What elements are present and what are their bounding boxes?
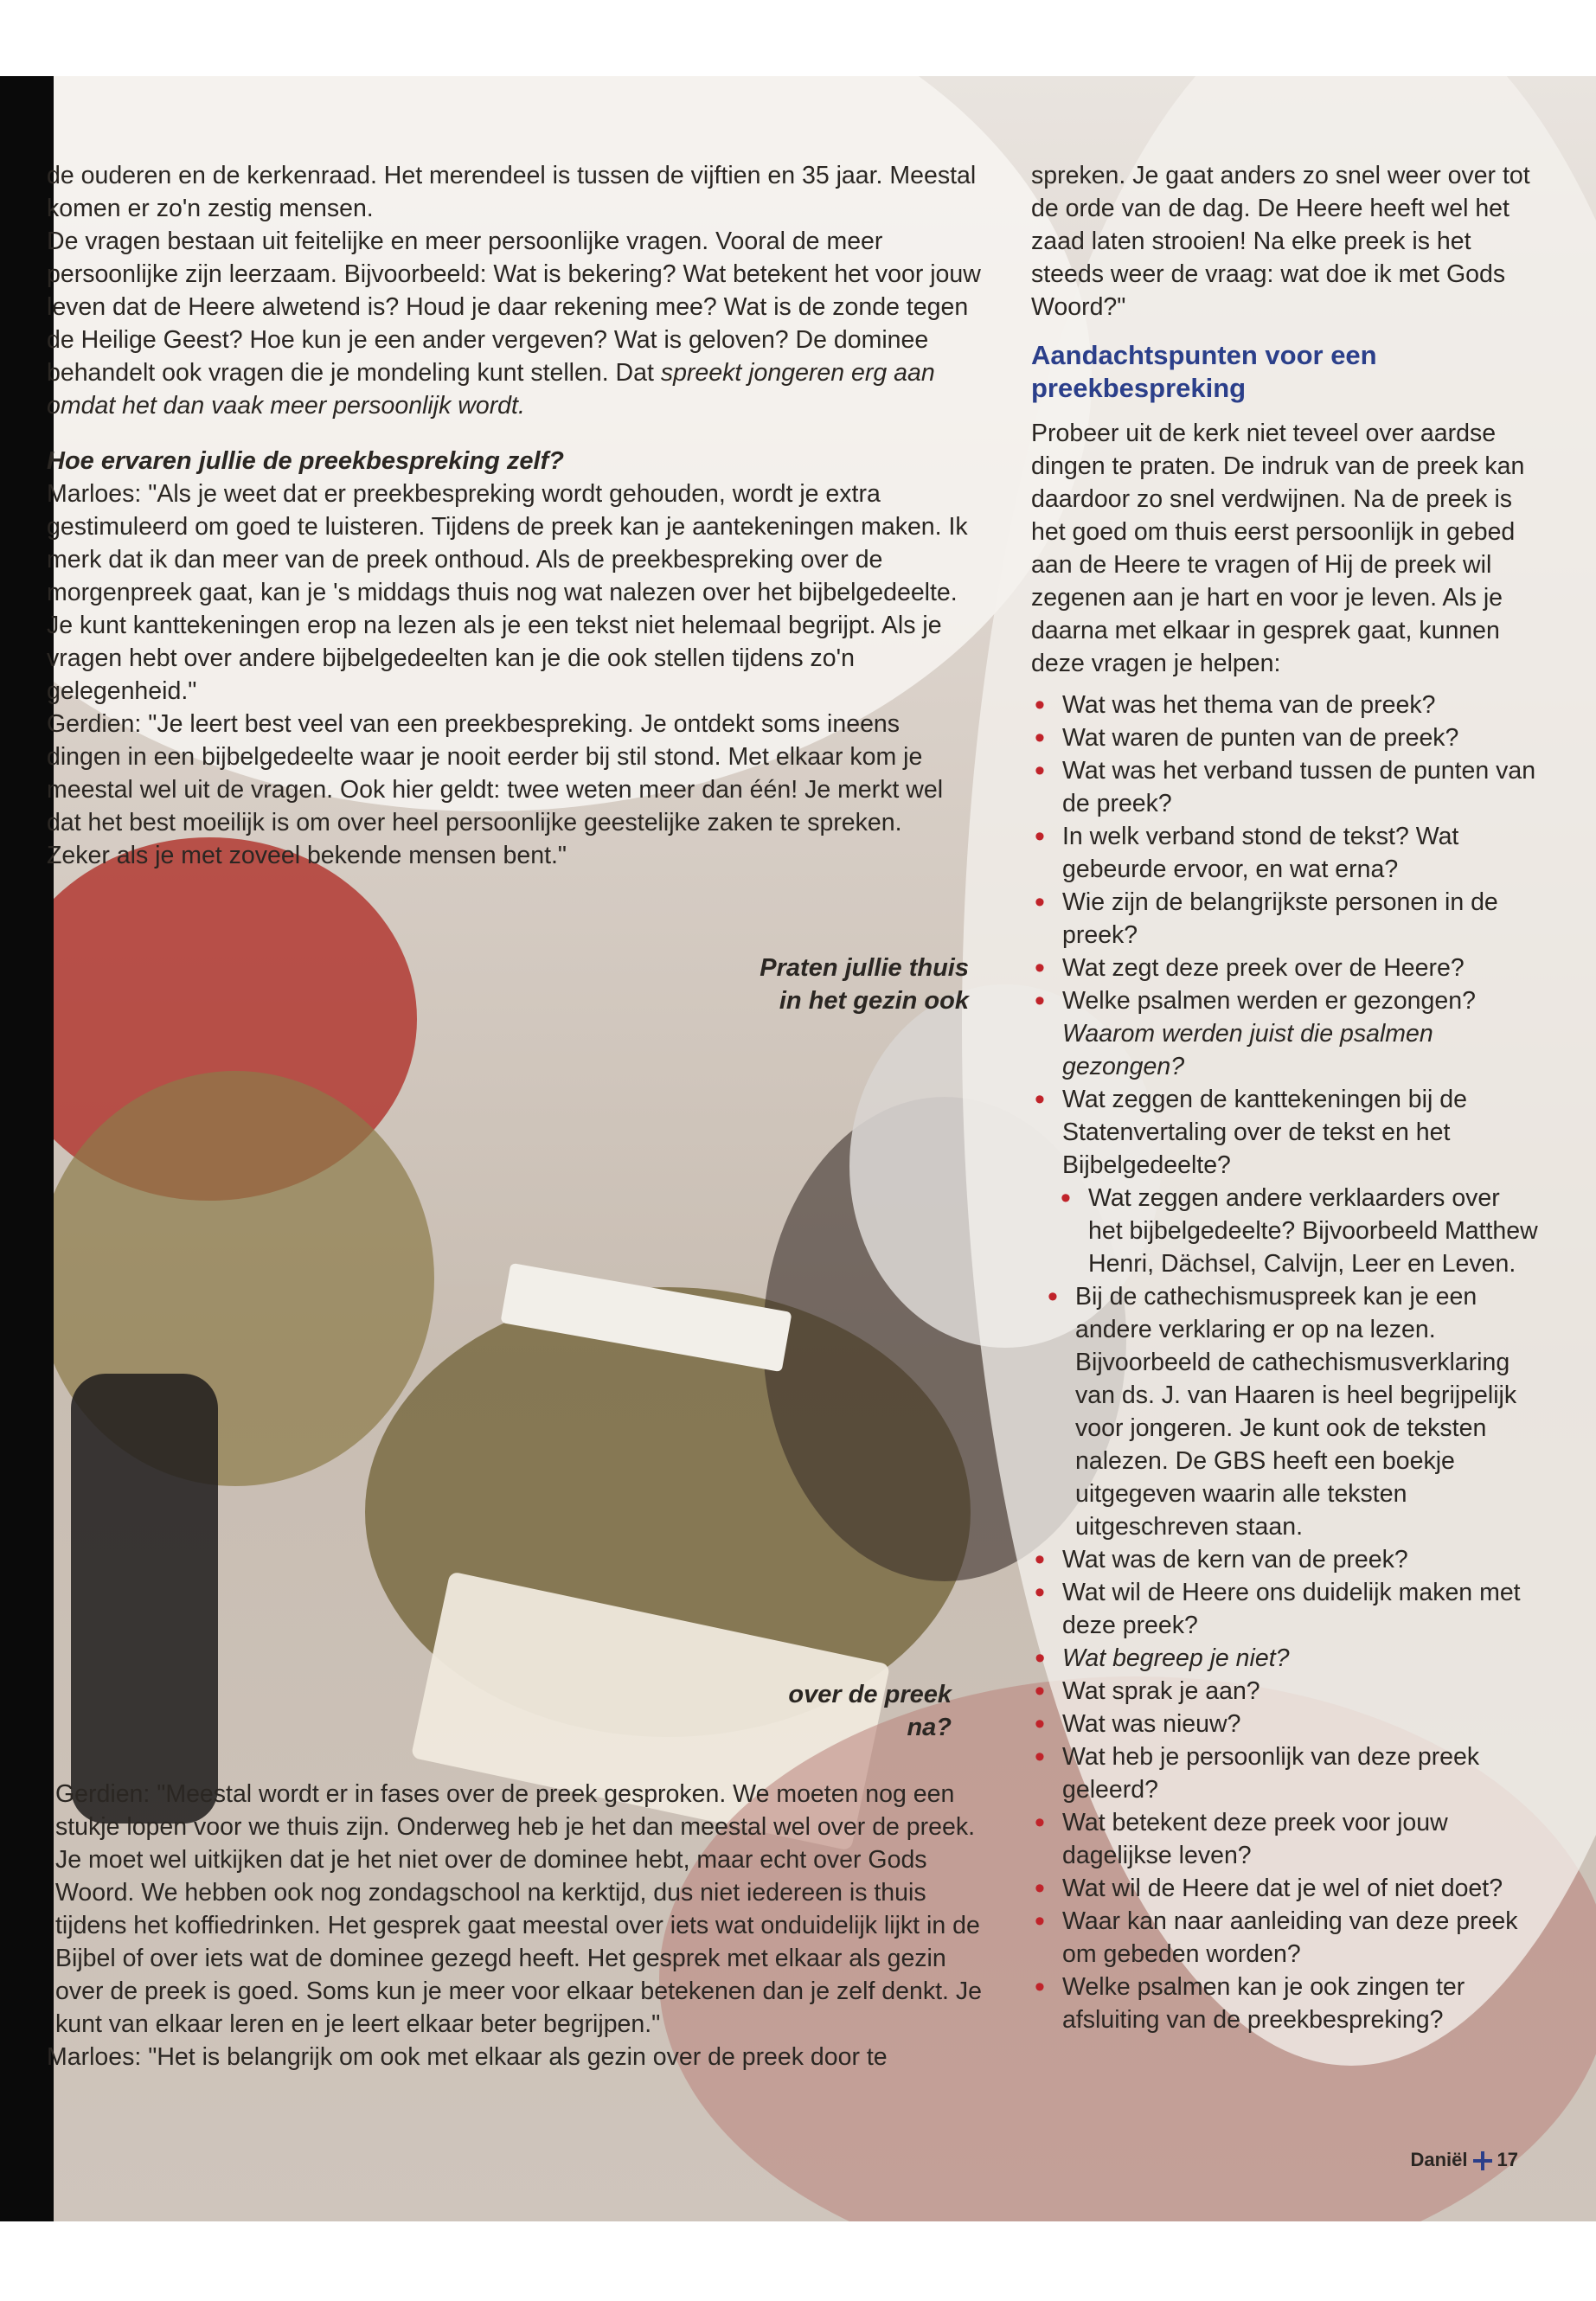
paragraph-questions-italic: spreekt jongeren erg aan omdat het dan vaak meer persoonlijk wordt.	[47, 359, 935, 420]
list-item: • Wat was het verband tussen de punten van de preek?	[1031, 754, 1540, 820]
list-item: • Waar kan naar aanleiding van deze preek om gebeden worden?	[1031, 1905, 1540, 1971]
pull-question-2: over de preek na?	[788, 1681, 952, 1741]
left-black-bar	[0, 76, 54, 2221]
section-heading: Aandachtspunten voor een preekbespreking	[1031, 340, 1377, 403]
list-item: • Bij de cathechismuspreek kan je een andere verklaring er op na lezen. Bijvoorbeeld de cathechismusverklaring van ds. J. van Haaren is heel begrijpelijk voor jongeren. Je kunt ook de teksten nalezen. De GBS heeft een boekje uitgegeven waarin alle teksten uitgeschreven staan.	[1044, 1280, 1540, 1543]
paragraph-gerdien-1: Gerdien: "Je leert best veel van een preekbespreking. Je ontdekt soms ineens dingen in een bijbelgedeelte waar je nooit eerder bij stil stond. Met elkaar kom je meestal wel uit de vragen. Ook hier geldt: twee weten meer dan één! Je merkt wel dat het best moeilijk is om over heel persoonlijke geestelijke zaken te spreken. Zeker als je met zoveel bekende mensen bent."	[47, 710, 944, 869]
list-item: • Wat zegt deze preek over de Heere?	[1031, 952, 1540, 984]
list-item: • Wat zeggen andere verklaarders over het bijbelgedeelte? Bijvoorbeeld Matthew Henri, Dächsel, Calvijn, Leer en Leven.	[1057, 1182, 1540, 1280]
paragraph-questions-text: De vragen bestaan uit feitelijke en meer persoonlijke vragen. Vooral de meer persoonlijke zijn leerzaam. Bijvoorbeeld: Wat is bekering? Wat betekent het voor jouw leven dat de Heere alwetend is? Houd je daar rekening mee? Wat is de zonde tegen de Heilige Geest? Hoe kun je een ander vergeven? Wat is geloven? De dominee behandelt ook vragen die je mondeling kunt stellen. Dat	[47, 228, 981, 387]
paragraph-gerdien-2: Gerdien: "Meestal wordt er in fases over de preek gesproken. We moeten nog een stukje lopen voor we thuis zijn. Onderweg heb je het dan meestal wel over de preek. Je moet wel uitkijken dat je het niet over de dominee hebt, maar echt over Gods Woord. We hebben ook nog zondagschool na kerktijd, dus niet iedereen is thuis tijdens het koffiedrinken. Het gesprek gaat meestal over iets wat onduidelijk lijkt in de Bijbel of over iets wat de dominee gezegd heeft. Het gesprek met elkaar als gezin over de preek is goed. Soms kun je meer voor elkaar betekenen dan je zelf denkt. Je kunt van elkaar leren en je leert elkaar beter begrijpen."	[55, 1780, 982, 2038]
left-column-bottom	[47, 1778, 985, 2073]
list-item: • Wat waren de punten van de preek?	[1031, 721, 1540, 754]
question-heading: Hoe ervaren jullie de preekbespreking zelf?	[47, 447, 564, 475]
list-item-psalms-text: Welke psalmen werden er gezongen?	[1062, 987, 1476, 1015]
paragraph-continuation: spreken. Je gaat anders zo snel weer over tot de orde van de dag. De Heere heeft wel het zaad laten strooien! Na elke preek is het steeds weer de vraag: wat doe ik met Gods Woord?"	[1031, 162, 1530, 321]
list-item: • Wat heb je persoonlijk van deze preek geleerd?	[1031, 1740, 1540, 1806]
list-item: • Wat wil de Heere ons duidelijk maken met deze preek?	[1031, 1576, 1540, 1642]
list-item: • Wat zeggen de kanttekeningen bij de Statenvertaling over de tekst en het Bijbelgedeelte?	[1031, 1083, 1540, 1182]
right-column	[1031, 159, 1540, 2036]
paragraph-questions	[47, 225, 985, 422]
list-item: • Wat wil de Heere dat je wel of niet doet?	[1031, 1872, 1540, 1905]
list-item: • Wat betekent deze preek voor jouw dagelijkse leven?	[1031, 1806, 1540, 1872]
list-item: • Wat begreep je niet?	[1031, 1642, 1540, 1675]
list-item: • In welk verband stond de tekst? Wat gebeurde ervoor, en wat erna?	[1031, 820, 1540, 886]
page-footer	[1410, 2149, 1518, 2171]
paragraph-marloes-1: Marloes: "Als je weet dat er preekbespreking wordt gehouden, wordt je extra gestimuleerd om goed te luisteren. Tijdens de preek kan je aantekeningen maken. Ik merk dat ik dan meer van de preek onthoud. Als de preekbespreking over de morgenpreek gaat, kan je 's middags thuis nog wat nalezen over het bijbelgedeelte. Je kunt kanttekeningen erop na lezen als je een tekst niet helemaal begrijpt. Als je vragen hebt over andere bijbelgedeelten kan je die ook stellen tijdens zo'n gelegenheid."	[47, 480, 968, 705]
photo-leg	[71, 1374, 218, 1823]
list-item: • Wat was nieuw?	[1031, 1708, 1540, 1740]
list-item: • Wat was het thema van de preek?	[1031, 689, 1540, 721]
list-item: • Wat sprak je aan?	[1031, 1675, 1540, 1708]
magazine-name: Daniël	[1410, 2149, 1468, 2170]
page-number: 17	[1497, 2149, 1518, 2170]
list-item: • Wie zijn de belangrijkste personen in de preek?	[1031, 886, 1540, 952]
list-item-psalms	[1031, 984, 1540, 1083]
pull-question-1: Praten jullie thuis in het gezin ook	[760, 954, 969, 1015]
list-item: • Wat was de kern van de preek?	[1031, 1543, 1540, 1576]
paragraph-intro: de ouderen en de kerkenraad. Het merendeel is tussen de vijftien en 35 jaar. Meestal komen er zo'n zestig mensen.	[47, 162, 977, 222]
paragraph-advice: Probeer uit de kerk niet teveel over aardse dingen te praten. De indruk van de preek kan daardoor zo snel verdwijnen. Na de preek is het goed om thuis eerst persoonlijk in gebed aan de Heere te vragen of Hij de preek wil zegenen aan je hart en voor je leven. Als je daarna met elkaar in gesprek gaat, kunnen deze vragen je helpen:	[1031, 420, 1525, 677]
question-list	[1031, 689, 1540, 2036]
cross-icon	[1473, 2151, 1492, 2170]
list-item: • Welke psalmen kan je ook zingen ter afsluiting van de preekbespreking?	[1031, 1971, 1540, 2036]
paragraph-marloes-2: Marloes: "Het is belangrijk om ook met elkaar als gezin over de preek door te	[47, 2043, 888, 2071]
left-column	[47, 159, 985, 872]
list-item-psalms-italic: Waarom werden juist die psalmen gezongen?	[1062, 1020, 1433, 1080]
